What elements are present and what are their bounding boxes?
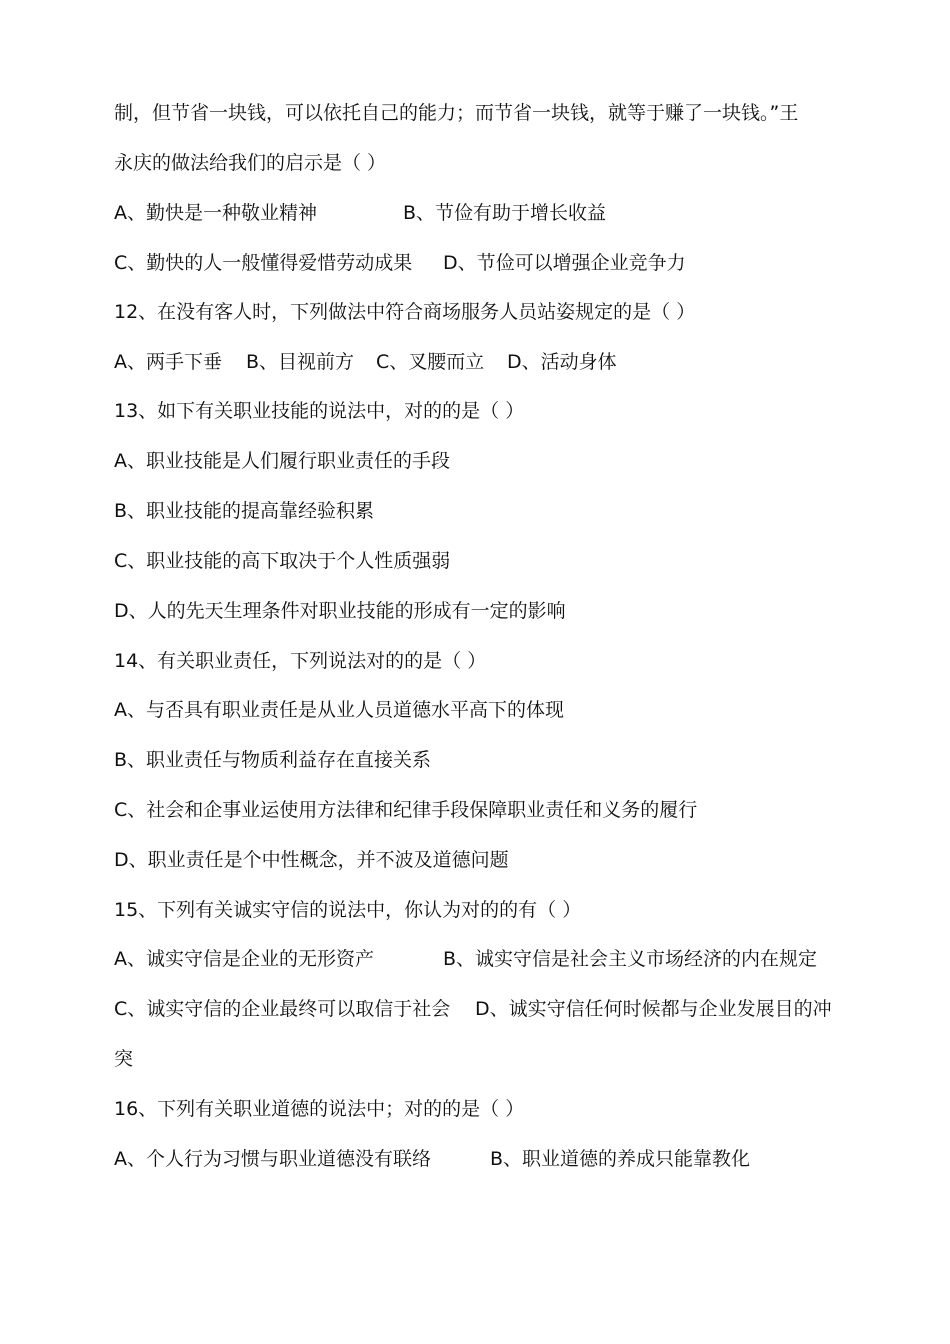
q12-option-d: D、活动身体 [507,351,617,373]
q13-option-b: B、职业技能的提高靠经验积累 [114,500,375,522]
q11-options-ab [114,201,890,225]
q11-option-d: D、节俭可以增强企业竞争力 [443,252,686,274]
q11-option-b: B、节俭有助于增长收益 [403,202,607,224]
q15-options-cd [114,997,890,1021]
q15-option-d-continued: 突 [114,1048,134,1070]
q15-option-c: C、诚实守信的企业最终可以取信于社会 [114,998,451,1020]
q13-option-a: A、职业技能是人们履行职业责任的手段 [114,450,450,472]
q14-option-b: B、职业责任与物质利益存在直接关系 [114,749,432,771]
q12-stem: 12、在没有客人时，下列做法中符合商场服务人员站姿规定的是（ ） [114,301,696,323]
q11-option-c: C、勤快的人一般懂得爱惜劳动成果 [114,252,413,274]
q15-option-d: D、诚实守信任何时候都与企业发展目的冲 [475,998,832,1020]
q16-options-ab [114,1147,890,1171]
text-line: 制，但节省一块钱，可以依托自己的能力；而节省一块钱，就等于赚了一块钱。”王 [114,102,799,124]
q13-stem: 13、如下有关职业技能的说法中，对的的是（ ） [114,400,525,422]
q15-options-ab [114,947,890,971]
q12-option-a: A、两手下垂 [114,351,222,373]
q13-option-c: C、职业技能的高下取决于个人性质强弱 [114,550,451,572]
q14-option-d: D、职业责任是个中性概念，并不波及道德问题 [114,849,509,871]
q15-stem: 15、下列有关诚实守信的说法中，你认为对的的有（ ） [114,899,582,921]
q13-option-d: D、人的先天生理条件对职业技能的形成有一定的影响 [114,600,566,622]
q12-option-c: C、叉腰而立 [376,351,485,373]
q14-stem: 14、有关职业责任，下列说法对的的是（ ） [114,650,487,672]
text-line: 永庆的做法给我们的启示是（ ） [114,152,387,174]
q16-stem: 16、下列有关职业道德的说法中；对的的是（ ） [114,1098,525,1120]
q14-option-c: C、社会和企事业运使用方法律和纪律手段保障职业责任和义务的履行 [114,799,698,821]
q15-option-a: A、诚实守信是企业的无形资产 [114,948,374,970]
q11-option-a: A、勤快是一种敬业精神 [114,202,317,224]
q11-options-cd [114,251,890,275]
q12-options [114,350,890,374]
q15-option-b: B、诚实守信是社会主义市场经济的内在规定 [443,948,818,970]
q16-option-a: A、个人行为习惯与职业道德没有联络 [114,1148,431,1170]
q12-option-b: B、目视前方 [246,351,355,373]
q14-option-a: A、与否具有职业责任是从业人员道德水平高下的体现 [114,699,564,721]
q16-option-b: B、职业道德的养成只能靠教化 [490,1148,751,1170]
